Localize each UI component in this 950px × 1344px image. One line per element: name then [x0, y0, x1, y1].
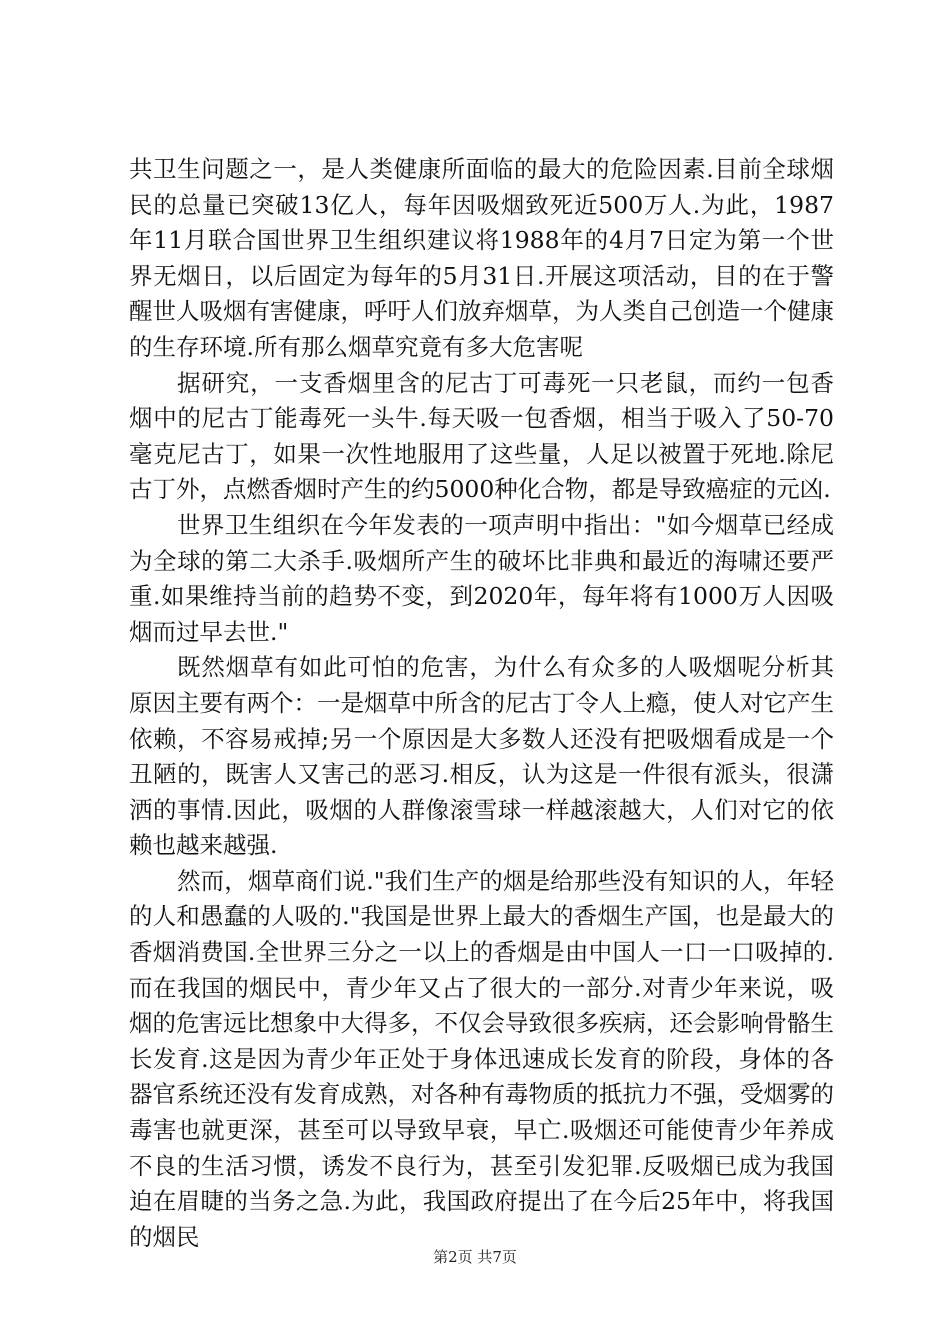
document-body [129, 152, 834, 1255]
paragraph-youth: 然而，烟草商们说."我们生产的烟是给那些没有知识的人，年轻的人和愚蠢的人吸的."我国是世界上最大的香烟生产国，也是最大的香烟消费国.全世界三分之一以上的香烟是由中国人一口一口吸掉的.而在我国的烟民中，青少年又占了很大的一部分.对青少年来说，吸烟的危害远比想象中大得多，不仅会导致很多疾病，还会影响骨骼生长发育.这是因为青少年正处于身体迅速成长发育的阶段，身体的各器官系统还没有发育成熟，对各种有毒物质的抵抗力不强，受烟雾的毒害也就更深，甚至可以导致早衰，早亡.吸烟还可能使青少年养成不良的生活习惯，诱发不良行为，甚至引发犯罪.反吸烟已成为我国迫在眉睫的当务之急.为此，我国政府提出了在今后25年中，将我国的烟民 [129, 866, 834, 1251]
page-footer: 第2页 共7页 [433, 1248, 517, 1266]
paragraph-reasons: 既然烟草有如此可怕的危害，为什么有众多的人吸烟呢分析其原因主要有两个：一是烟草中所含的尼古丁令人上瘾，使人对它产生依赖，不容易戒掉;另一个原因是大多数人还没有把吸烟看成是一个丑陋的，既害人又害己的恶习.相反，认为这是一件很有派头，很潇洒的事情.因此，吸烟的人群像滚雪球一样越滚越大，人们对它的依赖也越来越强. [129, 653, 834, 860]
paragraph-nicotine: 据研究，一支香烟里含的尼古丁可毒死一只老鼠，而约一包香烟中的尼古丁能毒死一头牛.每天吸一包香烟，相当于吸入了50-70毫克尼古丁，如果一次性地服用了这些量，人足以被置于死地.除尼古丁外，点燃香烟时产生的约5000种化合物，都是导致癌症的元凶. [129, 368, 834, 504]
paragraph-continued: 共卫生问题之一，是人类健康所面临的最大的危险因素.目前全球烟民的总量已突破13亿人，每年因吸烟致死近500万人.为此，1987年11月联合国世界卫生组织建议将1988年的4月7日定为第一个世界无烟日，以后固定为每年的5月31日.开展这项活动，目的在于警醒世人吸烟有害健康，呼吁人们放弃烟草，为人类自己创造一个健康的生存环境.所有那么烟草究竟有多大危害呢 [129, 155, 834, 361]
paragraph-who-statement: 世界卫生组织在今年发表的一项声明中指出："如今烟草已经成为全球的第二大杀手.吸烟所产生的破坏比非典和最近的海啸还要严重.如果维持当前的趋势不变，到2020年，每年将有1000万人因吸烟而过早去世." [129, 510, 834, 646]
